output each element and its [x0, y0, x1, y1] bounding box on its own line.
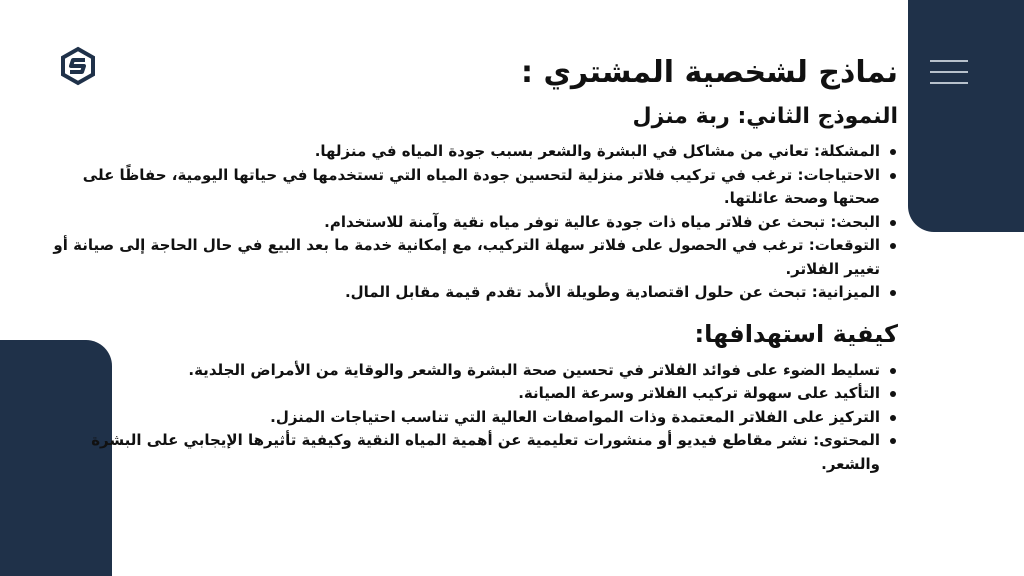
list-item: البحث: تبحث عن فلاتر مياه ذات جودة عالية توفر مياه نقية وآمنة للاستخدام. — [40, 211, 880, 235]
list-item: التأكيد على سهولة تركيب الفلاتر وسرعة الصيانة. — [40, 382, 880, 406]
list-item: تسليط الضوء على فوائد الفلاتر في تحسين صحة البشرة والشعر والوقاية من الأمراض الجلدية. — [40, 359, 880, 383]
menu-line — [930, 60, 968, 62]
list-item: الميزانية: تبحث عن حلول اقتصادية وطويلة الأمد تقدم قيمة مقابل المال. — [40, 281, 880, 305]
slide-content — [40, 50, 898, 476]
persona-subtitle: النموذج الثاني: ربة منزل — [632, 104, 898, 129]
list-item: التوقعات: ترغب في الحصول على فلاتر سهلة التركيب، مع إمكانية خدمة ما بعد البيع في حال الحاجة إلى صيانة أو تغيير الفلاتر. — [40, 234, 880, 281]
profile-list — [40, 140, 898, 305]
page-title: نماذج لشخصية المشتري : — [521, 55, 898, 90]
list-item: التركيز على الفلاتر المعتمدة وذات المواصفات العالية التي تناسب احتياجات المنزل. — [40, 406, 880, 430]
targeting-list — [40, 359, 898, 477]
list-item: الاحتياجات: ترغب في تركيب فلاتر منزلية لتحسين جودة المياه التي تستخدمها في حياتها اليومية، حفاظًا على صحتها وصحة عائلتها. — [40, 164, 880, 211]
menu-line — [930, 71, 968, 73]
top-right-panel — [908, 0, 1024, 232]
list-item: المحتوى: نشر مقاطع فيديو أو منشورات تعليمية عن أهمية المياه النقية وكيفية تأثيرها الإيجابي على البشرة والشعر. — [40, 429, 880, 476]
hamburger-menu-icon[interactable] — [930, 58, 968, 86]
list-item: المشكلة: تعاني من مشاكل في البشرة والشعر بسبب جودة المياه في منزلها. — [40, 140, 880, 164]
menu-line — [930, 82, 968, 84]
targeting-heading: كيفية استهدافها: — [694, 319, 898, 348]
